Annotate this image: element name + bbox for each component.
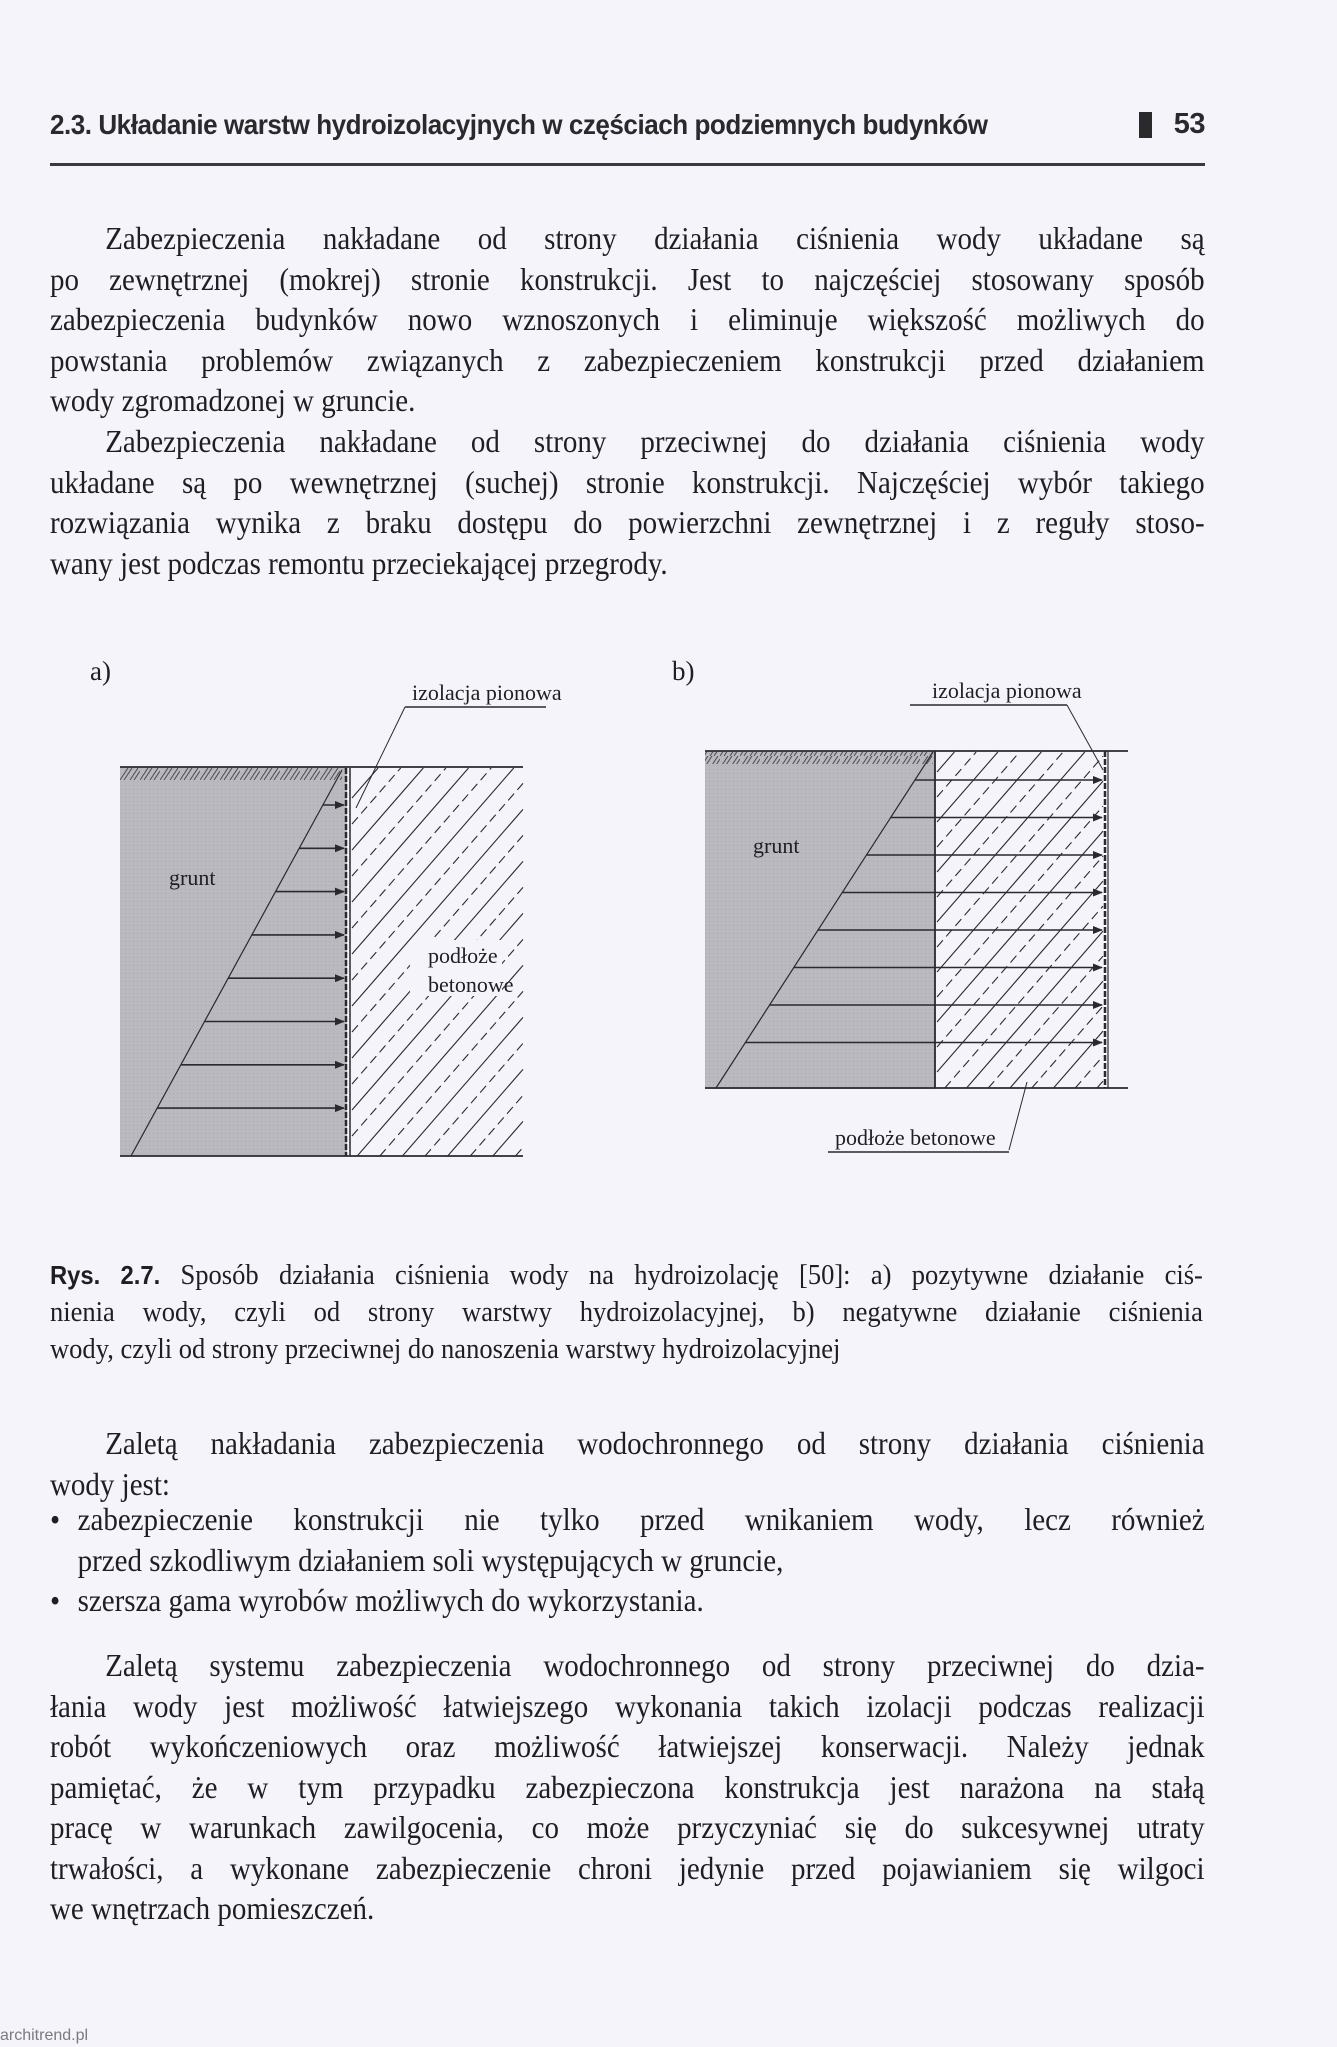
panel-a-substrate-label-2: betonowe: [428, 972, 514, 997]
hatch-line: [1054, 1031, 1103, 1088]
hatch-line: [352, 768, 446, 876]
panel-b-label: b): [672, 656, 695, 686]
paragraph-4: [50, 1646, 1205, 1930]
substrate-leader-line: [1009, 1082, 1027, 1150]
soil-surface-hatch: [120, 768, 342, 780]
text-line: po zewnętrznej (mokrej) stronie konstrukcji. Jest to najczęściej stosowany sposób: [50, 261, 1205, 297]
hatch-line: [937, 831, 1103, 1022]
hatch-line: [988, 956, 1103, 1088]
figure-caption: [50, 1257, 1203, 1368]
hatch-line: [352, 768, 378, 798]
hatch-line: [425, 1043, 523, 1156]
bullet-list: [50, 1500, 1205, 1622]
panel-b-soil-label: grunt: [753, 833, 800, 858]
text-line: wany jest podczas remontu przeciekającej przegrody.: [50, 545, 668, 581]
hatch-line: [1032, 1006, 1103, 1088]
hatch-line: [1097, 1081, 1103, 1088]
text-line: zabezpieczenie konstrukcji nie tylko przed wnikaniem wody, lecz również: [77, 1502, 1205, 1537]
text-line: Zabezpieczenia nakładane od strony przeciwnej do działania ciśnienia wody: [105, 424, 1205, 459]
concrete-hatching: [937, 752, 1103, 1088]
section-title: 2.3. Układanie warstw hydroizolacyjnych w częściach podziemnych budynków: [50, 108, 988, 140]
text-line: szersza gama wyrobów możliwych do wykorzystania.: [77, 1583, 704, 1618]
text-line: rozwiązania wynika z braku dostępu do powierzchni zewnętrznej i z reguły stoso-: [50, 505, 1205, 540]
panel-a-soil-label: grunt: [169, 865, 216, 890]
list-item: [50, 1500, 1205, 1581]
hatch-line: [352, 768, 469, 902]
diagram-panel-a: [90, 656, 562, 1156]
hatch-line: [937, 856, 1103, 1047]
text-line: trwałości, a wykonane zabezpieczenie chroni jedynie przed pojawianiem się wilgoci: [50, 1850, 1205, 1886]
hatch-line: [448, 1069, 523, 1156]
watermark: architrend.pl: [0, 2027, 89, 2044]
text-line: wody zgromadzonej w gruncie.: [50, 383, 416, 418]
page-number: 53: [1173, 108, 1205, 140]
text-line: wody jest:: [50, 1466, 170, 1502]
text-line: łania wody jest możliwość łatwiejszego wykonania takich izolacji podczas realizacji: [50, 1688, 1205, 1724]
hatch-line: [352, 768, 423, 850]
text-line: powstania problemów związanych z zabezpieczeniem konstrukcji przed działaniem: [50, 342, 1205, 378]
hatch-line: [967, 931, 1103, 1088]
caption-text: Sposób działania ciśnienia wody na hydroizolację [50]: a) pozytywne działanie ciś-: [160, 1259, 1203, 1291]
panel-a-substrate-label-1: podłoże: [428, 943, 498, 968]
bullet-icon: •: [50, 1583, 61, 1618]
hatch-line: [352, 768, 401, 824]
caption-line: nienia wody, czyli od strony warstwy hydroizolacyjnej, b) negatywne działanie ciśnienia: [50, 1296, 1203, 1328]
hatch-line: [380, 991, 523, 1156]
hatch-line: [937, 752, 954, 772]
hatch-line: [937, 806, 1103, 997]
hatch-line: [937, 781, 1103, 972]
hatch-line: [493, 1121, 523, 1156]
panel-b-substrate-label: podłoże betonowe: [835, 1125, 996, 1150]
text-line: we wnętrzach pomieszczeń.: [50, 1891, 375, 1926]
hatch-line: [937, 752, 976, 797]
panel-b-isolation-label: izolacja pionowa: [932, 678, 1082, 703]
text-line: przed szkodliwym działaniem soli występujących w gruncie,: [77, 1542, 784, 1578]
hatch-line: [937, 752, 1041, 872]
text-line: Zaletą nakładania zabezpieczenia wodochronnego od strony działania ciśnienia: [105, 1426, 1205, 1461]
soil-surface-hatch: [705, 752, 933, 764]
bullet-icon: •: [50, 1502, 61, 1537]
text-line: zabezpieczenia budynków nowo wznoszonych i eliminuje większość możliwych do: [50, 302, 1205, 337]
hatch-line: [402, 1017, 523, 1156]
text-line: Zabezpieczenia nakładane od strony działania ciśnienia wody układane są: [105, 221, 1205, 256]
diagram-panel-b: [672, 656, 1128, 1152]
figure-label: Rys. 2.7.: [50, 1260, 161, 1290]
text-line: pamiętać, że w tym przypadku zabezpieczona konstrukcja jest narażona na stałą: [50, 1769, 1205, 1805]
isolation-leader-line: [1067, 705, 1103, 770]
text-line: pracę w warunkach zawilgocenia, co może przyczyniać się do sukcesywnej utraty: [50, 1810, 1205, 1845]
list-item: [50, 1581, 1205, 1622]
text-line: robót wykończeniowych oraz możliwość łatwiejszej konserwacji. Należy jednak: [50, 1729, 1205, 1764]
caption-line: wody, czyli od strony przeciwnej do nanoszenia warstwy hydroizolacyjnej: [50, 1333, 841, 1365]
hatch-line: [937, 756, 1103, 947]
hatch-line: [470, 1095, 523, 1156]
text-line: układane są po wewnętrznej (suchej) stronie konstrukcji. Najczęściej wybór takiego: [50, 464, 1205, 500]
hatch-line: [937, 752, 1020, 847]
paragraph-3: [50, 1424, 1205, 1505]
text-line: Zaletą systemu zabezpieczenia wodochronnego od strony przeciwnej do dzia-: [105, 1648, 1205, 1683]
hatch-line: [1075, 1056, 1103, 1088]
panel-a-label: a): [90, 656, 111, 686]
hatch-line: [937, 752, 1085, 922]
isolation-leader-line: [356, 707, 405, 808]
hatch-line: [352, 835, 523, 1032]
panel-a-isolation-label: izolacja pionowa: [412, 680, 562, 705]
hatch-line: [945, 906, 1103, 1088]
hatch-line: [352, 768, 514, 954]
hatch-line: [937, 881, 1103, 1072]
hatch-line: [352, 768, 491, 928]
soil-region: [120, 767, 347, 1156]
hatch-line: [515, 1147, 523, 1156]
